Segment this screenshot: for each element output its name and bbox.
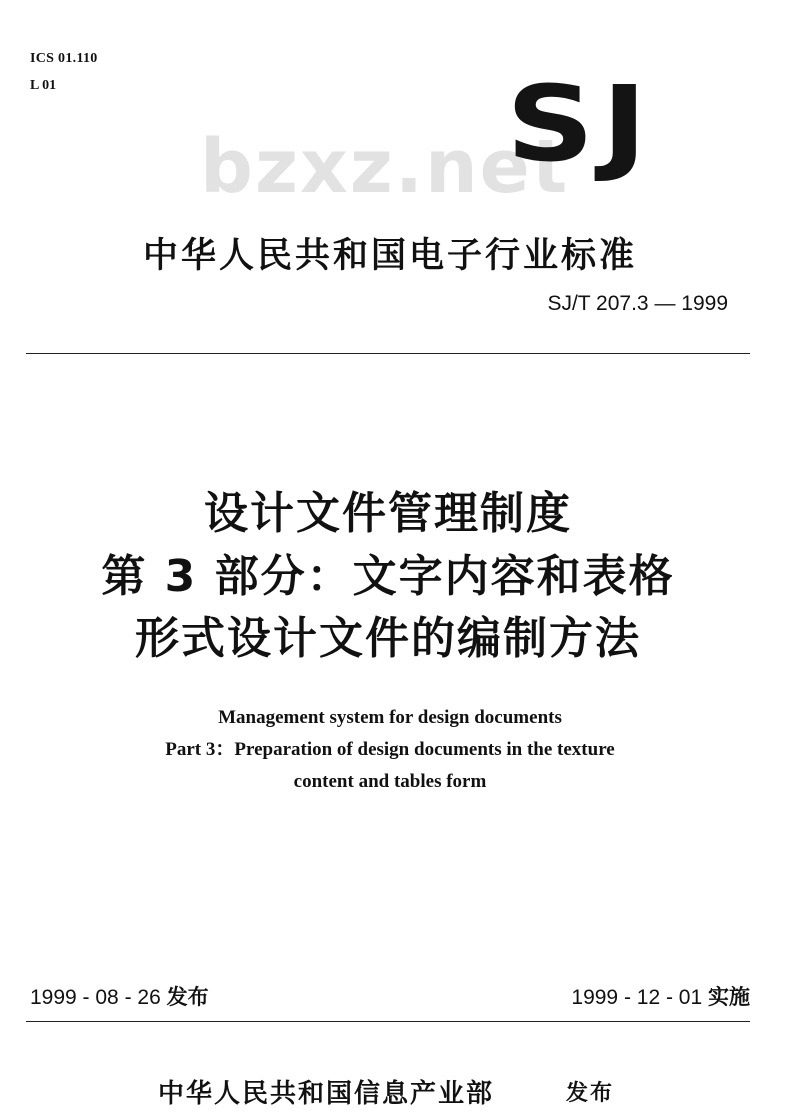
standard-number: SJ/T 207.3 — 1999: [547, 292, 728, 315]
top-divider: [26, 353, 750, 354]
title-en-line-3: content and tables form: [293, 771, 487, 792]
bottom-divider: [26, 1021, 750, 1022]
issue-label: 发布: [166, 985, 209, 1009]
classification-code: L 01: [30, 78, 57, 93]
issue-date: 1999 - 08 - 26: [30, 986, 161, 1009]
sj-logo: SJ: [506, 63, 655, 185]
implementation-date: 1999 - 12 - 01: [571, 986, 703, 1009]
ics-code: ICS 01.110: [30, 51, 98, 66]
implementation-date-block: [571, 981, 750, 1011]
title-cn-line-1: 设计文件管理制度: [204, 488, 572, 539]
title-en-line-1: Management system for design documents: [218, 707, 562, 728]
issuer-action: 发布: [566, 1081, 615, 1106]
title-cn-line-3: 形式设计文件的编制方法: [135, 613, 641, 664]
issuer-name: 中华人民共和国信息产业部: [158, 1079, 495, 1109]
implementation-label: 实施: [708, 985, 750, 1009]
issue-date-block: [30, 981, 209, 1011]
watermark: bzxz.net: [200, 124, 570, 210]
title-cn-line-2: 第 3 部分：文字内容和表格: [101, 551, 675, 602]
title-en-line-2: Part 3：Preparation of design documents in the texture: [165, 739, 615, 760]
industry-title: 中华人民共和国电子行业标准: [142, 236, 637, 276]
